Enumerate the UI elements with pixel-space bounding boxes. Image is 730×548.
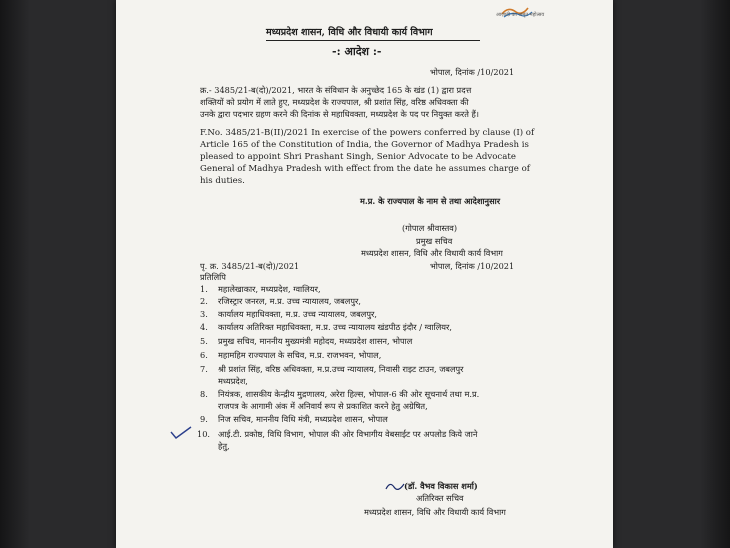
principal-secretary-name: (गोपाल श्रीवास्तव) [402,223,458,233]
copy-item-number: 4. [200,322,208,332]
heading-underline [266,40,480,41]
copy-item-number: 2. [200,296,208,306]
copy-item: महामहिम राज्यपाल के सचिव, म.प्र. राजभवन, भोपाल, [218,350,382,360]
by-order-of-governor: म.प्र. के राज्यपाल के नाम से तथा आदेशानुसार [360,196,501,206]
english-order-line-4: General of Madhya Pradesh with effect from the date he assumes charge of [200,164,530,174]
copy-item: प्रमुख सचिव, माननीय मुख्यमंत्री महोदय, मध्यप्रदेश शासन, भोपाल [218,336,413,346]
handwritten-tick-mark [170,426,192,440]
copy-item-number: 1. [200,284,208,294]
copy-item-continuation: मध्यप्रदेश, [218,376,248,386]
english-order-line-5: his duties. [200,176,245,186]
english-order-line-3: pleased to appoint Shri Prashant Singh, Senior Advocate to be Advocate [200,152,516,162]
hindi-order-line-3: उनके द्वारा पदभार ग्रहण करने की दिनांक से महाधिवक्ता, मध्यप्रदेश के पद पर नियुक्त करते हैं। [200,109,479,119]
copy-item-number: 8. [200,389,208,399]
copy-item-number: 5. [200,336,208,346]
additional-secretary-name: (डॉ. वैभव विकास शर्मा) [404,481,478,491]
copy-item-number: 3. [200,309,208,319]
copy-item-continuation: राजपत्र के आगामी अंक में अनिवार्य रूप से प्रकाशित करने हेतु अग्रेषित, [218,401,428,411]
english-order-line-1: F.No. 3485/21-B(II)/2021 In exercise of the powers conferred by clause (I) of [200,128,535,138]
signature-mark [384,480,406,492]
copy-item-number: 6. [200,350,208,360]
order-document [116,0,613,548]
copy-item-number: 10. [197,429,211,439]
endorsement-number: पृ. क्र. 3485/21-ब(दो)/2021 [200,261,300,271]
copy-item-number: 7. [200,364,208,374]
hindi-order-line-1: क्र.- 3485/21-ब(दो)/2021, भारत के संविधान के अनुच्छेद 165 के खंड (1) द्वारा प्रदत्त [200,85,472,95]
copy-item: आई.टी. प्रकोष्ठ, विधि विभाग, भोपाल की ओर विभागीय वेबसाईट पर अपलोड किये जाने [218,429,478,439]
logo-caption: आज़ादी का अमृत महोत्सव [496,12,545,18]
principal-secretary-department: मध्यप्रदेश शासन, विधि और विधायी कार्य विभाग [361,248,503,258]
copy-item: निज सचिव, माननीय विधि मंत्री, मध्यप्रदेश शासन, भोपाल [218,414,388,424]
hindi-order-line-2: शक्तियों को प्रयोग में लाते हुए, मध्यप्रदेश के राज्यपाल, श्री प्रशांत सिंह, वरिष्ठ अधिवक्ता की [200,97,469,107]
authority-place-date: भोपाल, दिनांक /10/2021 [430,261,515,271]
copy-item: श्री प्रशांत सिंह, वरिष्ठ अधिवक्ता, म.प्र.उच्च न्यायालय, निवासी राइट टाउन, जबलपुर [218,364,464,374]
additional-secretary-designation: अतिरिक्त सचिव [416,493,464,503]
english-order-line-2: Article 165 of the Constitution of India, the Governor of Madhya Pradesh is [200,140,529,150]
order-title: -: आदेश :- [332,45,382,58]
department-heading: मध्यप्रदेश शासन, विधि और विधायी कार्य विभाग [266,27,433,38]
copy-item-continuation: हेतु, [218,441,230,451]
copy-item: कार्यालय महाधिवक्ता, म.प्र. उच्च न्यायालय, जबलपुर, [218,309,377,319]
copy-item: नियंत्रक, शासकीय केन्द्रीय मुद्रणालय, अरेरा हिल्स, भोपाल-6 की ओर सूचनार्थ तथा म.प्र. [218,389,480,399]
copy-item: कार्यालय अतिरिक्त महाधिवक्ता, म.प्र. उच्च न्यायालय खंडपीठ इंदौर / ग्वालियर, [218,322,452,332]
order-place-date: भोपाल, दिनांक /10/2021 [430,67,515,77]
copy-item: रजिस्ट्रार जनरल, म.प्र. उच्च न्यायालय, जबलपुर, [218,296,361,306]
principal-secretary-designation: प्रमुख सचिव [416,236,453,246]
copy-item-number: 9. [200,414,208,424]
copy-item: महालेखाकार, मध्यप्रदेश, ग्वालियर, [218,284,321,294]
additional-secretary-department: मध्यप्रदेश शासन, विधि और विधायी कार्य विभाग [364,507,506,517]
copy-label: प्रतिलिपि [200,272,226,282]
